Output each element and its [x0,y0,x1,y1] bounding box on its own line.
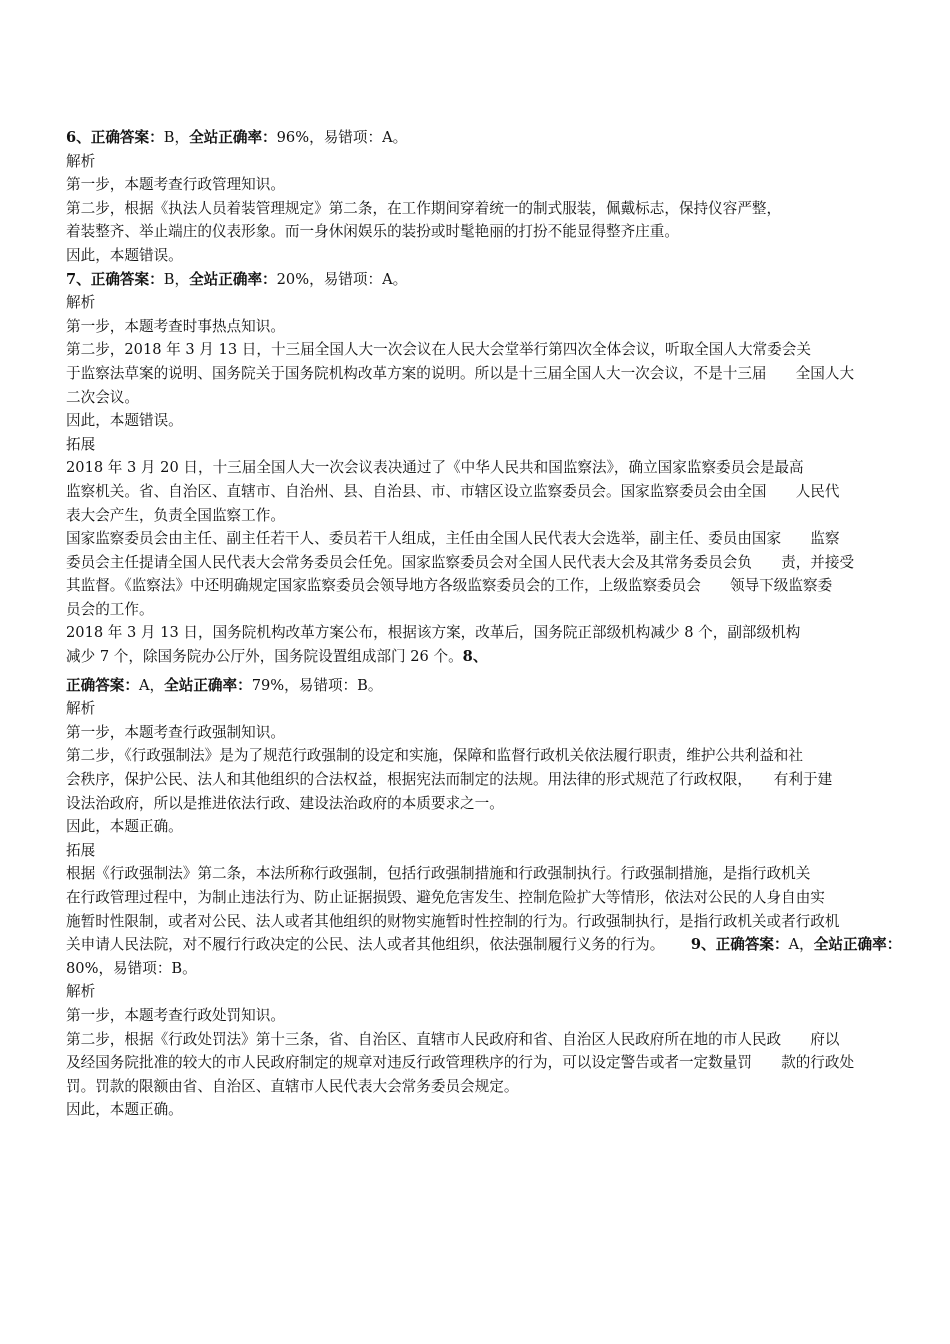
q6-answer-line [66,126,890,150]
q6-rate-label: 全站正确率： [189,129,277,146]
q7-ext2-line4: 员会的工作。 [66,600,154,618]
separator: ， [174,129,190,146]
q7-step1: 第一步，本题考查时事热点知识。 [66,317,285,335]
q7-step2-line1: 第二步，2018 年 3 月 13 日，十三届全国人大一次会议在人民大会堂举行第四次全体会议，听取全国人大常委会关 [66,341,811,359]
q9-step2-line2: 及经国务院批准的较大的市人民政府制定的规章对违反行政管理秩序的行为，可以设定警告或者一定数量罚 款的行政处 [66,1054,855,1072]
q8-step1: 第一步，本题考查行政强制知识。 [66,723,285,741]
q8-answer: A [138,676,150,694]
q6-step1: 第一步，本题考查行政管理知识。 [66,176,285,194]
q6-answer-label: 6、正确答案： [66,129,164,146]
q9-step1: 第一步，本题考查行政处罚知识。 [66,1006,285,1024]
q8-wrong-option: 易错项：B。 [298,676,383,694]
separator: ， [174,270,190,288]
q8-ext1-text: 关申请人民法院，对不履行行政决定的公民、法人或者其他组织，依法强制履行义务的行为。 [66,936,658,954]
q8-step2-line3: 设法治政府，所以是推进依法行政、建设法治政府的本质要求之一。 [66,794,504,812]
q9-step2-line1: 第二步，根据《行政处罚法》第十三条，省、自治区、直辖市人民政府和省、自治区人民政府所在地的市人民政 府以 [66,1030,840,1048]
q6-step2-line2: 着装整齐、举止端庄的仪表形象。而一身休闲娱乐的装扮或时髦艳丽的打扮不能显得整齐庄重。 [66,223,679,241]
separator: ， [284,676,299,694]
q7-ext2-line1: 国家监察委员会由主任、副主任若干人、委员若干人组成，主任由全国人民代表大会选举，副主任、委员由国家 监察 [66,530,840,548]
q8-analysis-heading: 解析 [66,700,96,718]
q7-analysis-heading: 解析 [66,294,96,312]
q6-conclusion: 因此，本题错误。 [66,246,183,264]
q7-ext3-line2 [66,645,890,669]
q7-ext1-line2: 监察机关。省、自治区、直辖市、自治州、县、自治县、市、市辖区设立监察委员会。国家监察委员会由全国 人民代 [66,482,840,500]
q8-step2-line1: 第二步，《行政强制法》是为了规范行政强制的设定和实施，保障和监督行政机关依法履行职责，维护公共利益和社 [66,747,803,765]
q8-ext1-line4 [66,933,902,957]
separator: ， [309,270,324,288]
q8-rate: 79% [251,676,285,694]
q6-rate: 96% [276,129,310,146]
q7-rate: 20% [276,270,310,288]
separator: ， [309,129,324,146]
q9-analysis-heading: 解析 [66,983,96,1001]
q7-ext2-line2: 委员会主任提请全国人民代表大会常务委员会任免。国家监察委员会对全国人民代表大会及其常务委员会负 责，并接受 [66,553,855,571]
q8-number: 8、 [462,648,488,666]
q9-conclusion: 因此，本题正确。 [66,1101,183,1119]
q9-wrong-option: 易错项：B。 [113,959,197,977]
separator: ， [799,936,814,954]
q7-ext3-text: 减少 7 个，除国务院办公厅外，国务院设置组成部门 26 个。 [66,648,463,666]
q8-rate-label: 全站正确率： [164,676,252,694]
q8-ext1-line1: 根据《行政强制法》第二条，本法所称行政强制，包括行政强制措施和行政强制执行。行政强制措施，是指行政机关 [66,865,811,883]
q7-answer-label: 7、正确答案： [66,270,164,288]
q8-answer-line [66,674,890,698]
q7-ext1-line3: 表大会产生，负责全国监察工作。 [66,506,285,524]
q7-ext3-line1: 2018 年 3 月 13 日，国务院机构改革方案公布，根据该方案，改革后，国务院正部级机构减少 8 个，副部级机构 [66,624,801,642]
q6-analysis-heading: 解析 [66,152,96,170]
document-page [66,126,902,1122]
q6-step2-line1: 第二步，根据《执法人员着装管理规定》第二条，在工作期间穿着统一的制式服装，佩戴标志，保持仪容严整， [66,199,782,217]
q7-conclusion: 因此，本题错误。 [66,412,183,430]
q7-ext2-line3: 其监督。《监察法》中还明确规定国家监察委员会领导地方各级监察委员会的工作，上级监察委员会 领导下级监察委 [66,577,833,595]
q8-answer-label: 正确答案： [66,676,139,694]
q7-extension-heading: 拓展 [66,435,96,453]
q7-answer: B [163,270,175,288]
q9-step2-line3: 罚。罚款的限额由省、自治区、直辖市人民代表大会常务委员会规定。 [66,1077,519,1095]
q7-ext1-line1: 2018 年 3 月 20 日，十三届全国人大一次会议表决通过了《中华人民共和国监察法》，确立国家监察委员会是最高 [66,459,804,477]
q8-ext1-line2: 在行政管理过程中，为制止违法行为、防止证据损毁、避免危害发生、控制危险扩大等情形，依法对公民的人身自由实 [66,889,825,906]
q9-rate-label: 全站正确率： [813,936,902,954]
separator: ， [149,676,165,694]
q7-step2-line2: 于监察法草案的说明、国务院关于国务院机构改革方案的说明。所以是十三届全国人大一次会议，不是十三届 全国人大 [66,364,855,382]
q9-answer: A [788,936,800,954]
q8-ext1-line3: 施暂时性限制，或者对公民、法人或者其他组织的财物实施暂时性控制的行为。行政强制执行，是指行政机关或者行政机 [66,912,840,930]
q7-step2-line3: 二次会议。 [66,388,139,406]
q8-conclusion: 因此，本题正确。 [66,818,183,836]
q7-answer-line [66,268,890,292]
separator: ， [98,959,114,977]
q9-rate: 80% [66,959,99,977]
q8-extension-heading: 拓展 [66,841,96,859]
q6-answer: B [163,129,175,146]
q8-step2-line2: 会秩序，保护公民、法人和其他组织的合法权益，根据宪法而制定的法规。用法律的形式规范了行政权限， 有利于建 [66,771,833,789]
q7-wrong-option: 易错项：A。 [323,270,408,288]
q7-rate-label: 全站正确率： [189,270,277,288]
q9-answer-label: 9、正确答案： [690,936,789,954]
q9-answer-line-cont [66,957,890,981]
q6-wrong-option: 易错项：A。 [323,129,408,146]
